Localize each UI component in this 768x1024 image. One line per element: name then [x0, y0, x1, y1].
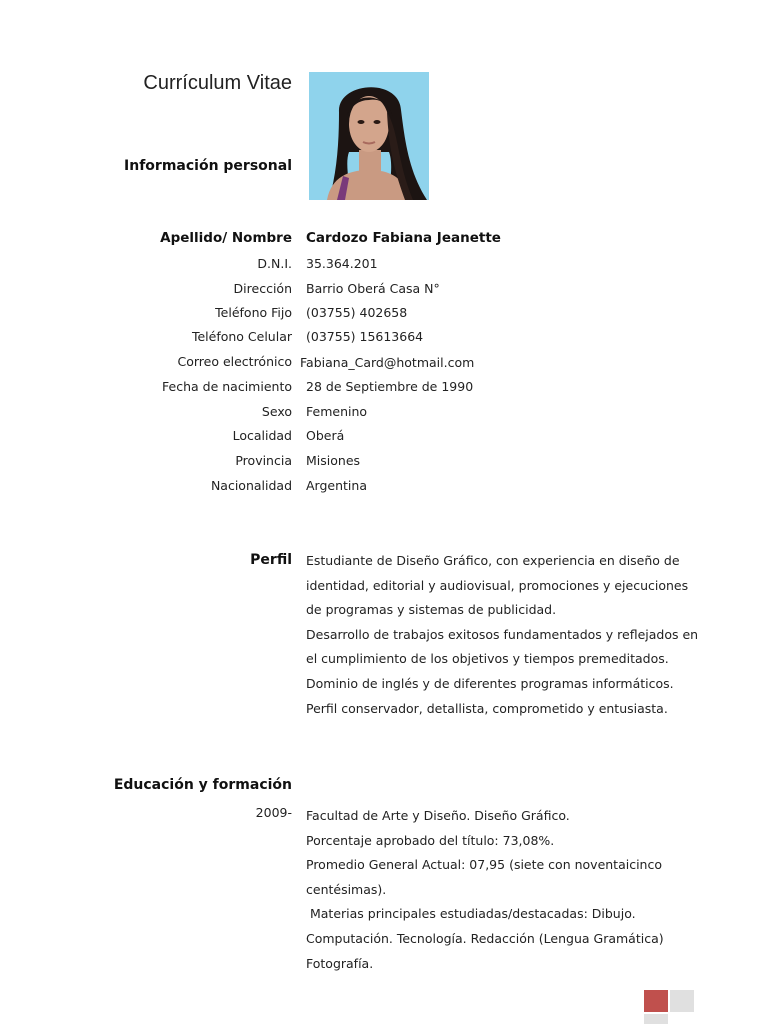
profile-text [306, 549, 706, 721]
value-address: Barrio Oberá Casa N° [306, 281, 440, 296]
profile-line: el cumplimiento de los objetivos y tiempos premeditados. [306, 651, 669, 667]
education-line: Computación. Tecnología. Redacción (Lengua Gramática) [306, 930, 664, 946]
label-province: Provincia [235, 453, 292, 468]
label-locality: Localidad [232, 428, 292, 443]
profile-line: Desarrollo de trabajos exitosos fundamentados y reflejados en [306, 626, 699, 642]
profile-photo [309, 72, 429, 200]
education-line: Porcentaje aprobado del título: 73,08%. [306, 832, 555, 848]
value-nationality: Argentina [306, 478, 367, 493]
value-locality: Oberá [306, 428, 345, 443]
decorative-red-square [644, 990, 668, 1012]
profile-line: Dominio de inglés y de diferentes programas informáticos. [306, 675, 674, 691]
label-nationality: Nacionalidad [210, 478, 292, 493]
value-mobile: (03755) 15613664 [306, 329, 424, 344]
education-heading: Educación y formación [113, 777, 292, 793]
profile-line: Estudiante de Diseño Gráfico, con experiencia en diseño de [306, 553, 680, 568]
label-dni: D.N.I. [257, 256, 292, 271]
value-province: Misiones [306, 453, 361, 468]
decorative-grey-square-bottom [644, 1014, 668, 1024]
profile-line: identidad, editorial y audiovisual, promociones y ejecuciones [306, 577, 689, 593]
value-name: Cardozo Fabiana Jeanette [306, 230, 501, 246]
education-line: Materias principales estudiadas/destacadas: Dibujo. [306, 906, 636, 922]
profile-line: Perfil conservador, detallista, comprometido y entusiasta. [306, 700, 668, 716]
label-mobile: Teléfono Celular [191, 329, 292, 344]
label-landline: Teléfono Fijo [215, 305, 292, 320]
value-landline: (03755) 402658 [306, 305, 408, 320]
label-name: Apellido/ Nombre [160, 230, 292, 246]
profile-heading: Perfil [250, 552, 292, 568]
value-birthdate: 28 de Septiembre de 1990 [306, 379, 474, 394]
education-line: Promedio General Actual: 07,95 (siete con noventaicinco [306, 857, 662, 873]
cv-title: Currículum Vitae [143, 72, 292, 94]
education-line: Fotografía. [306, 955, 374, 971]
education-line: centésimas). [306, 881, 387, 897]
value-sex: Femenino [306, 404, 368, 419]
label-email: Correo electrónico [177, 354, 292, 369]
education-year: 2009- [255, 805, 292, 820]
value-dni: 35.364.201 [306, 256, 378, 271]
education-text [306, 804, 706, 976]
value-email[interactable]: Fabiana_Card@hotmail.com [300, 355, 475, 370]
education-line: Facultad de Arte y Diseño. Diseño Gráfico. [306, 808, 570, 823]
decorative-grey-square [670, 990, 694, 1012]
profile-line: de programas y sistemas de publicidad. [306, 602, 557, 618]
personal-info-heading: Información personal [124, 158, 292, 174]
label-birthdate: Fecha de nacimiento [162, 379, 292, 394]
label-sex: Sexo [261, 404, 292, 419]
label-address: Dirección [233, 281, 292, 296]
